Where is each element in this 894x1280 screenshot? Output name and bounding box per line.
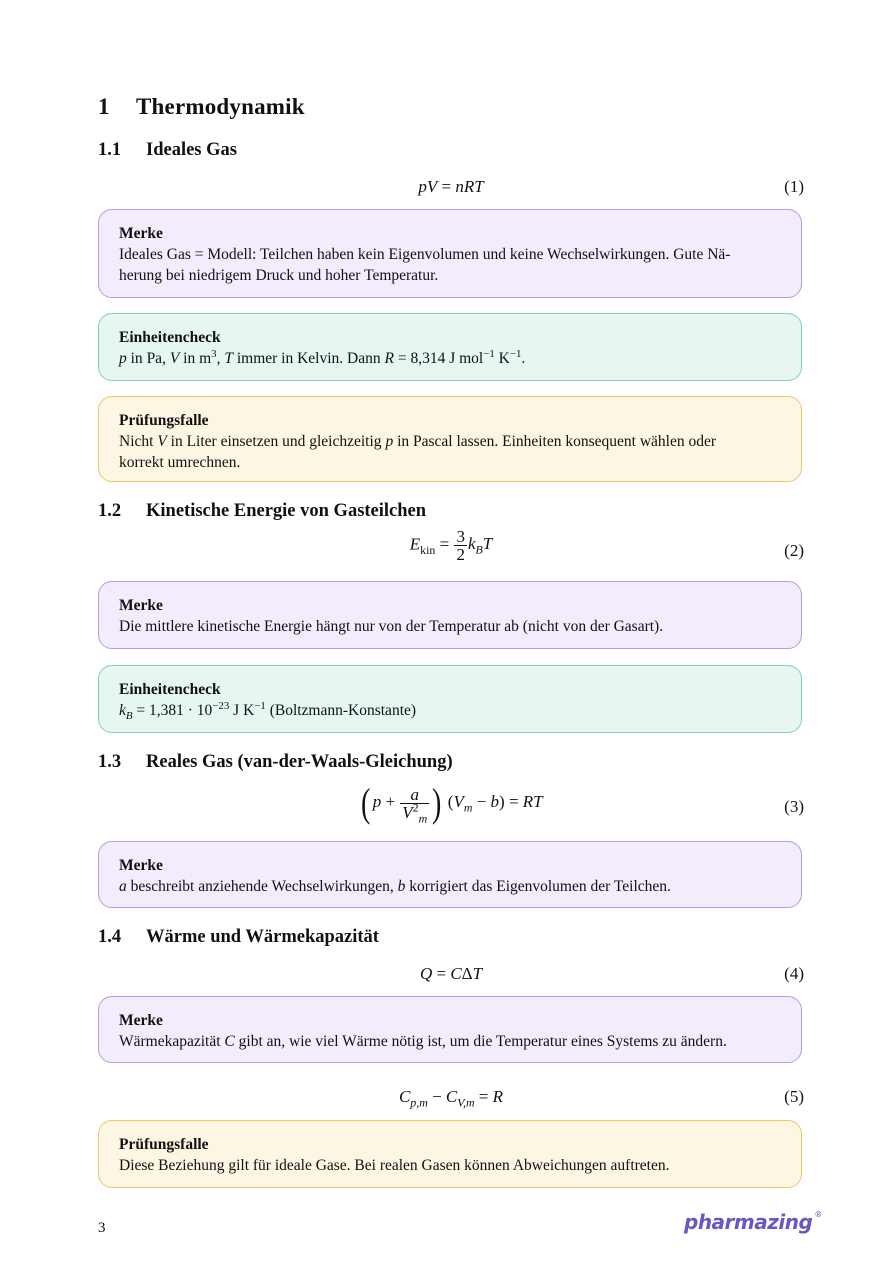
equation-body: $E_{kin}$ = $\frac{3}{2}$ $k_BT$ [409,527,493,564]
box-text: Wärmekapazität C gibt an, wie viel Wärme nötig ist, um die Temperatur eines Systems zu ändern. [119,1033,727,1050]
page-number: 3 [98,1220,106,1236]
chapter-title: Thermodynamik [136,94,305,119]
equation-body: $C_{p,m} - C_{V,m} = R$ [398,1087,504,1110]
equation-body: Q = CΔT [419,964,483,983]
box-title: Merke [119,1012,163,1029]
equation-label: (2) [784,541,804,560]
equation-5 [98,1087,804,1117]
equation-label: (4) [784,964,804,983]
section-number: 1.3 [98,752,122,772]
box-text: a beschreibt anziehende Wechselwirkungen, b korrigiert das Eigenvolumen der Teilchen. [119,878,671,895]
box-text: Die mittlere kinetische Energie hängt nur von der Temperatur ab (nicht von der Gasart). [119,618,664,635]
equation-label: (5) [784,1087,804,1106]
section-number: 1.4 [98,927,122,947]
section-title: Wärme und Wärmekapazität [146,927,379,947]
equation-4 [98,964,804,994]
pruefungsfalle-box [98,1120,802,1188]
box-text: $k_B = 1,381 \cdot 10^{-23}$ J $K^{-1}$ (Boltzmann-Konstante) [119,699,417,723]
box-text: Ideales Gas = Modell: Teilchen haben kein Eigenvolumen und keine Wechselwirkungen. Gute Nä- [119,246,731,263]
section-number: 1.1 [98,140,122,160]
box-title: Einheitencheck [119,681,221,698]
box-text: Diese Beziehung gilt für ideale Gase. Bei realen Gasen können Abweichungen auftreten. [119,1157,670,1174]
merke-box [98,841,802,908]
section-title: Ideales Gas [146,140,237,160]
box-text: korrekt umrechnen. [119,454,241,471]
box-title: Merke [119,225,163,242]
chapter-number: 1 [98,94,110,119]
merke-box [98,581,802,649]
einheitencheck-box [98,665,802,733]
box-text: herung bei niedrigem Druck und hoher Temperatur. [119,267,439,284]
box-title: Merke [119,857,163,874]
equation-2 [98,528,804,572]
box-title: Merke [119,597,163,614]
merke-box [98,209,802,298]
section-title: Kinetische Energie von Gasteilchen [146,501,427,521]
pharmazing-logo: pharmazing ® [684,1210,822,1234]
equation-3 [98,780,804,831]
equation-1 [98,177,804,207]
chapter-heading [98,94,305,120]
section-number: 1.2 [98,501,122,521]
section-heading-1-3 [98,752,453,773]
box-text: p in Pa, V in $m^3$, T immer in Kelvin. Dann R = 8,314 J mol$^{-1}$ $K^{-1}$. [119,347,526,367]
box-title: Prüfungsfalle [119,412,209,429]
section-heading-1-4 [98,927,379,948]
box-title: Prüfungsfalle [119,1136,209,1153]
section-heading-1-1 [98,140,237,161]
einheitencheck-box [98,313,802,381]
merke-box [98,996,802,1063]
box-text: Nicht V in Liter einsetzen und gleichzeitig p in Pascal lassen. Einheiten konsequent wählen oder [119,433,717,450]
equation-label: (3) [784,797,804,816]
section-title: Reales Gas (van-der-Waals-Gleichung) [146,752,453,772]
equation-label: (1) [784,177,804,196]
equation-body: ( p + $\frac{a}{V^2_m}$ ) $(V_m - b)$ = RT [361,780,543,825]
section-heading-1-2 [98,501,426,522]
equation-body: pV = nRT [418,177,484,196]
box-title: Einheitencheck [119,329,221,346]
pruefungsfalle-box [98,396,802,482]
